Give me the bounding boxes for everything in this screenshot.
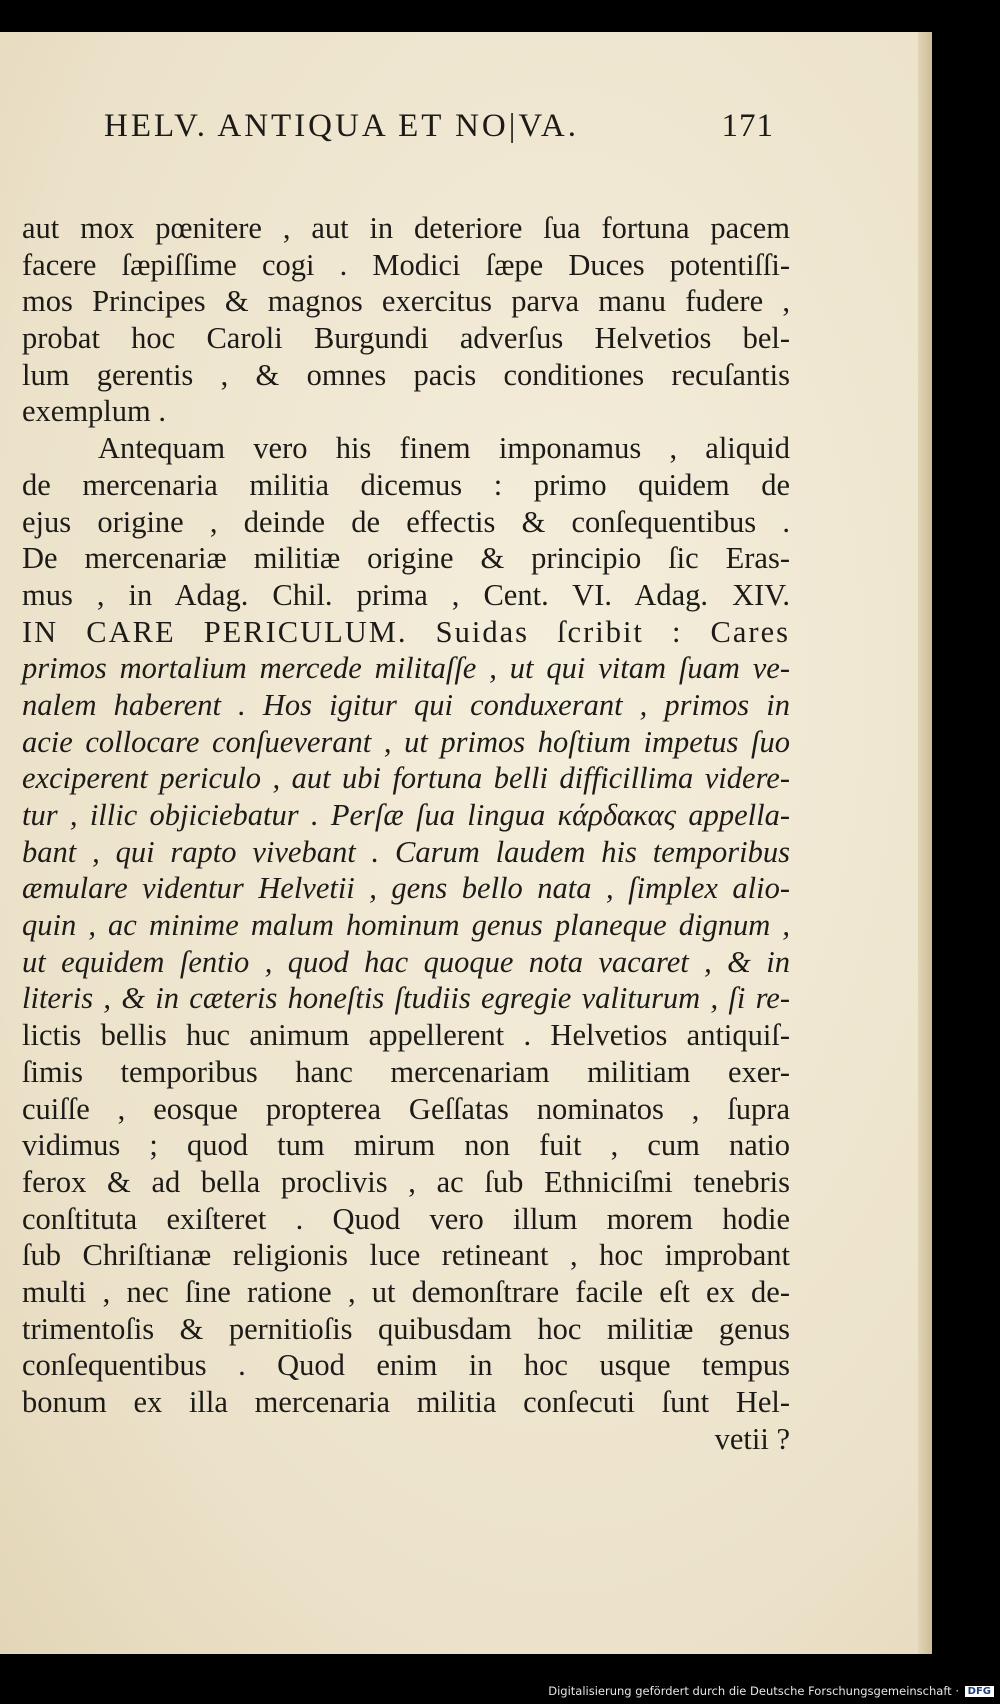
body-text <box>22 210 790 1457</box>
text-line: conſequentibus . Quod enim in hoc usque tempus <box>22 1348 790 1383</box>
text-line: ferox & ad bella proclivis , ac ſub Ethniciſmi tenebris <box>22 1164 790 1199</box>
text-line: mus , in Adag. Chil. prima , Cent. VI. Adag. XIV. <box>22 577 790 612</box>
dfg-logo: DFG <box>965 1686 994 1697</box>
text-line: exemplum . <box>22 394 166 429</box>
text-line: probat hoc Caroli Burgundi adverſus Helvetios bel- <box>22 321 790 356</box>
text-line: lictis bellis huc animum appellerent . Helvetios antiquiſ- <box>22 1018 790 1053</box>
italic-line: quin , ac minime malum hominum genus planeque dignum , <box>22 908 790 943</box>
text-line: vidimus ; quod tum mirum non fuit , cum natio <box>22 1128 790 1163</box>
catchword: vetii ? <box>714 1421 790 1456</box>
text-line: trimentoſis & pernitioſis quibusdam hoc militiæ genus <box>22 1311 790 1346</box>
digitization-credit <box>548 1684 994 1698</box>
page-number: 171 <box>721 108 774 144</box>
text-line: IN CARE PERICULUM. Suidas ſcribit : Cares <box>22 614 790 649</box>
running-head-title: HELV. ANTIQUA ET NO|VA. <box>104 108 580 144</box>
page-edge <box>918 32 932 1654</box>
text-line: facere ſæpiſſime cogi . Modici ſæpe Duces potentiſſi- <box>22 247 790 282</box>
italic-line: primos mortalium mercede militaſſe , ut qui vitam ſuam ve- <box>22 651 790 686</box>
text-line: bonum ex illa mercenaria militia conſecuti ſunt Hel- <box>22 1385 790 1419</box>
text-line: ejus origine , deinde de effectis & conſequentibus . <box>22 504 790 539</box>
italic-line: bant , qui rapto vivebant . Carum laudem his temporibus <box>22 834 790 869</box>
text-line: conſtituta exiſteret . Quod vero illum morem hodie <box>22 1201 790 1236</box>
italic-line: acie collocare conſueverant , ut primos hoſtium impetus ſuo <box>22 724 790 759</box>
italic-line: tur , illic objiciebatur . Perſæ ſua lingua κάρδακας appella- <box>22 798 790 832</box>
text-line: De mercenariæ militiæ origine & principio ſic Eras- <box>22 541 790 576</box>
italic-line: nalem haberent . Hos igitur qui conduxerant , primos in <box>22 687 790 722</box>
text-line: de mercenaria militia dicemus : primo quidem de <box>22 467 790 502</box>
text-line: aut mox pœnitere , aut in deteriore ſua fortuna pacem <box>22 211 790 245</box>
text-line: multi , nec ſine ratione , ut demonſtrare facile eſt ex de- <box>22 1274 790 1309</box>
text-line: Antequam vero his finem imponamus , aliquid <box>98 431 790 466</box>
text-line: ſimis temporibus hanc mercenariam militiam exer- <box>22 1054 790 1089</box>
text-line: cuiſſe , eosque propterea Geſſatas nominatos , ſupra <box>22 1091 790 1126</box>
text-line: mos Principes & magnos exercitus parva manu fudere , <box>22 284 790 319</box>
italic-line: literis , & in cæteris honeſtis ſtudiis egregie valiturum , ſi re- <box>22 981 790 1016</box>
text-line: lum gerentis , & omnes pacis conditiones recuſantis <box>22 357 790 392</box>
italic-line: æmulare videntur Helvetii , gens bello nata , ſimplex alio- <box>22 871 790 906</box>
credit-text: Digitalisierung gefördert durch die Deutsche Forschungsgemeinschaft · <box>548 1684 959 1698</box>
running-head <box>104 108 784 145</box>
italic-line: exciperent periculo , aut ubi fortuna belli difficillima videre- <box>22 761 790 796</box>
text-line: ſub Chriſtianæ religionis luce retineant , hoc improbant <box>22 1238 790 1273</box>
italic-line: ut equidem ſentio , quod hac quoque nota vacaret , & in <box>22 944 790 979</box>
